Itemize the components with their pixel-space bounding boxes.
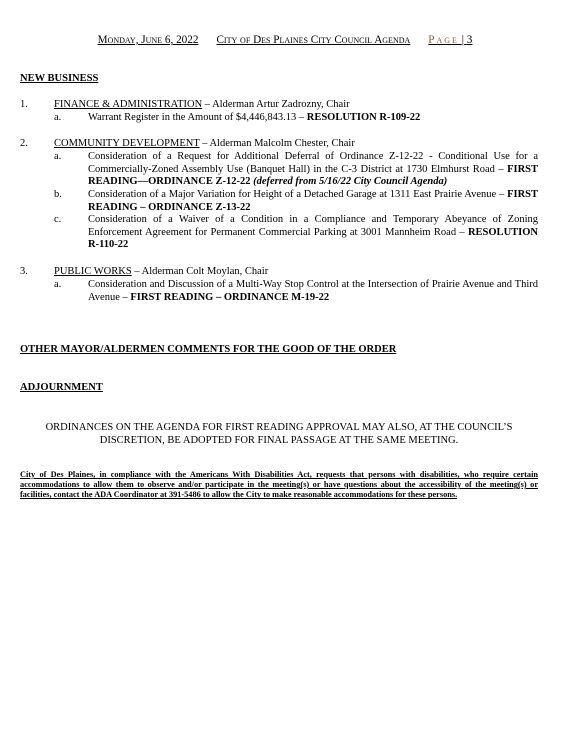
subitem-action: FIRST READING – ORDINANCE M-19-22 (130, 291, 330, 303)
subitem-text (88, 112, 538, 125)
subitem-action: RESOLUTION R-109-22 (306, 112, 421, 123)
ada-compliance-notice: City of Des Plaines, in compliance with the Americans With Disabilities Act, requests that persons with disabilities, who require certain accommodations to allow them to observe and/or participate in the meeting(s) or have questions about the accessibility of the meeting(s) or facilities, contact the ADA Coordinator at 391-5486 to allow the City to make reasonable accommodations for these persons. (20, 470, 538, 500)
subitem-text (88, 214, 538, 252)
new-business-heading: NEW BUSINESS (20, 73, 99, 84)
subitem-note: (deferred from 5/16/22 City Council Agenda) (250, 176, 448, 188)
item-number: 2. (20, 138, 28, 149)
committee-name: PUBLIC WORKS (54, 266, 132, 277)
item-heading (54, 99, 350, 112)
subitem-action: FIRST READING—ORDINANCE Z-12-22 (88, 163, 538, 188)
committee-name: COMMUNITY DEVELOPMENT (54, 138, 200, 149)
adjournment-heading: ADJOURNMENT (20, 382, 103, 393)
subitem-text (88, 151, 538, 189)
committee-chair: – Alderman Malcolm Chester, Chair (199, 138, 355, 149)
subitem-text (88, 279, 538, 304)
subitem-description: Warrant Register in the Amount of $4,446,843.13 – (88, 112, 307, 123)
subitem-letter: b. (54, 189, 62, 200)
subitem-letter: c. (54, 214, 62, 225)
subitem-action: FIRST READING – ORDINANCE Z-13-22 (88, 189, 538, 213)
header-title: City of Des Plaines City Council Agenda (216, 34, 411, 46)
committee-name: FINANCE & ADMINISTRATION (54, 99, 203, 110)
subitem-description: Consideration of a Request for Additional Deferral of Ordinance Z-12-22 - Conditional Use for a Commercially-Zoned Assembly Use (Banquet Hall) in the C-3 District at 1730 Elmhurst Road – (88, 151, 538, 175)
header-page-sep: | (461, 34, 464, 46)
page-header (0, 33, 570, 47)
subitem-description: Consideration and Discussion of a Multi-Way Stop Control at the Intersection of Prairie Avenue and Third Avenue – (88, 279, 538, 303)
item-number: 1. (20, 99, 28, 110)
subitem-letter: a. (54, 151, 62, 162)
header-page-label: Page (428, 34, 459, 46)
header-page-number: 3 (466, 34, 473, 46)
item-heading (54, 138, 355, 151)
subitem-text (88, 189, 538, 214)
item-number: 3. (20, 266, 28, 277)
subitem-description: Consideration of a Major Variation for Height of a Detached Garage at 1311 East Prairie Avenue – (88, 189, 508, 200)
other-comments-heading: OTHER MAYOR/ALDERMEN COMMENTS FOR THE GOOD OF THE ORDER (20, 344, 397, 355)
first-reading-notice: ORDINANCES ON THE AGENDA FOR FIRST READING APPROVAL MAY ALSO, AT THE COUNCIL’S DISCRETION, BE ADOPTED FOR FINAL PASSAGE AT THE SAME MEETING. (45, 422, 513, 446)
subitem-action: RESOLUTION R-110-22 (88, 226, 538, 251)
header-date: Monday, June 6, 2022 (97, 34, 199, 46)
committee-chair: – Alderman Artur Zadrozny, Chair (202, 99, 350, 110)
subitem-letter: a. (54, 279, 62, 290)
item-heading (54, 266, 268, 279)
subitem-letter: a. (54, 112, 62, 123)
subitem-description: Consideration of a Waiver of a Condition in a Compliance and Temporary Abeyance of Zoning Enforcement Agreement for Permanent Commercial Parking at 3001 Mannheim Road – (88, 214, 538, 238)
committee-chair: – Alderman Colt Moylan, Chair (131, 266, 269, 277)
